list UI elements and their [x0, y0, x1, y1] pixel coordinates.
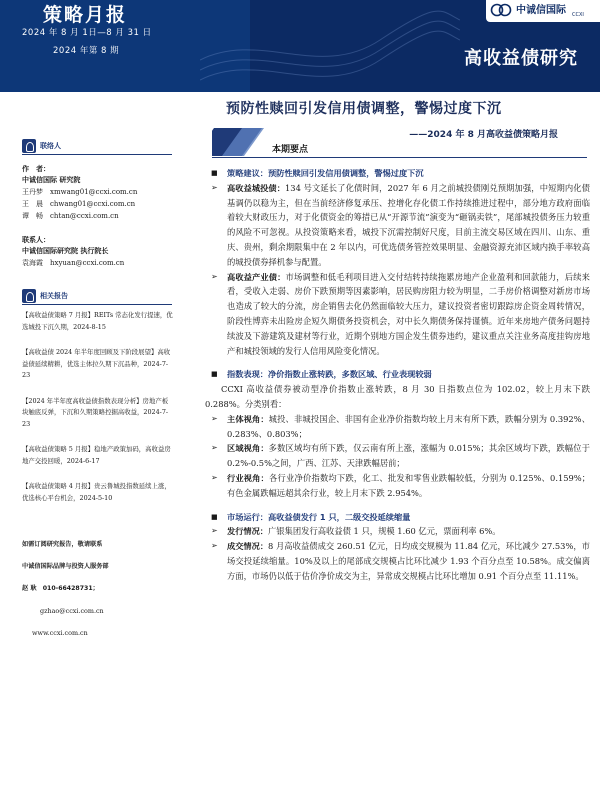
author-line: 谭 畅 chtan@ccxi.com.cn: [22, 212, 119, 220]
person-icon: [22, 139, 36, 153]
logo-text: 中诚信国际: [516, 5, 566, 16]
bullet-arrow-icon: ➢: [211, 472, 218, 482]
related-report-link[interactable]: 【2024 年半年度高收益债指数表现分析】房地产板块触底反弹，下沉和久期策略控掘高收益，2024-7-23: [22, 396, 169, 428]
related-section-header: [22, 289, 68, 303]
authors-org: 中诚信国际 研究院: [22, 176, 81, 184]
author-line: 王 晨 chwang01@ccxi.com.cn: [22, 200, 136, 208]
related-report-link[interactable]: 【高收益债策略 7 月报】REITs 常态化发行提速，优选城投下沉久期，2024-8-15: [22, 311, 173, 331]
report-period: 2024 年 8 月 1日—8 月 31 日: [22, 28, 152, 38]
related-reports-list: [22, 310, 174, 518]
bullet-square-icon: ■: [211, 370, 218, 379]
logo-sub: CCXI: [572, 12, 584, 18]
header-banner: [0, 0, 600, 92]
summary-label: 本期要点: [272, 145, 309, 155]
contacts-label: 联络人: [40, 142, 61, 150]
section-intro: CCXI 高收益债券被动型净价指数止涨转跌，8 月 30 日指数点位为 102.02，较上月末下跌 0.288%。分类别看：: [205, 384, 590, 409]
logo-mark-icon: [490, 2, 512, 18]
report-issue: 2024 年第 8 期: [53, 46, 120, 56]
related-report-link[interactable]: 【高收益债策略 4 月报】贵云鲁城投指数延续上涨，优选核心平台机会，2024-5-10: [22, 482, 171, 502]
list-item: ➢ 区域视角：多数区域均有所下跌，仅云南有所上涨，涨幅为 0.015%；其余区域均下跌，跌幅位于 0.2%-0.5%之间，广西、江苏、天津跌幅居前；: [211, 443, 590, 469]
contact-heading: 联系人：: [22, 236, 50, 244]
document-icon: [22, 289, 36, 303]
list-item: ➢ 高收益产业债：市场调整和低毛利项目进入交付结转持续拖累房地产企业盈利和回款能力，后续来看，受收入走弱、房价下跌预期等因素影响，居民购房阻力较为明显，二手房价格调整对新房市场也造成了较大的分流，房企销售去化仍然面临较大压力，建议投资者密切跟踪房企资金周转情况，阶段性博弈未出险房企短久期债务投资机会，对中长久期债务保持谨慎。近年来房地产债务问题持续波及下游建筑及建材等行业，近期个别地方国企发生债券违约，建议重点关注业务高度挂钩房地产和城投领域的发行人信用风险变化情况。: [211, 271, 590, 356]
related-label: 相关报告: [40, 292, 68, 300]
subscribe-box: [22, 534, 109, 644]
subscribe-line: 赵 耿 010-66428731；: [22, 585, 99, 592]
company-logo: [486, 0, 600, 22]
bullet-arrow-icon: ➢: [211, 271, 218, 281]
divider: [212, 157, 587, 158]
bullet-arrow-icon: ➢: [211, 182, 218, 192]
report-series-title: 策略月报: [43, 4, 128, 26]
contacts-section-header: [22, 139, 61, 153]
report-category: 高收益债研究: [464, 48, 578, 69]
subscribe-website[interactable]: www.ccxi.com.cn: [32, 629, 88, 637]
bullet-square-icon: ■: [211, 512, 218, 521]
subscribe-line: 如需订阅研究报告，敬请联系: [22, 541, 103, 548]
page-subtitle: ——2024 年 8 月高收益债策略月报: [409, 130, 558, 140]
bullet-arrow-icon: ➢: [211, 541, 218, 551]
authors-heading: 作 者：: [22, 165, 50, 173]
bullet-arrow-icon: ➢: [211, 413, 218, 423]
author-line: 王丹梦 xmwang01@ccxi.com.cn: [22, 188, 138, 196]
subscribe-line: 中诚信国际品牌与投资人服务部: [22, 563, 109, 570]
related-report-link[interactable]: 【高收益债 2024 年半年度回顾及下阶段展望】高收益债延续精耕，优选主体拉久期下沉品种，2024-7-23: [22, 348, 171, 379]
main-content: [205, 166, 590, 584]
list-item: ➢ 成交情况：8 月高收益债成交 260.51 亿元，日均成交规模为 11.84 亿元，环比减少 27.53%，市场交投延续缩量。10%及以上的尾部成交规模占比环比减少 1.93 个百分点至 10.58%。成交偏离方面，市场仍以低于估价净价成交为主，异常成交规模占比环比增加 0.91 个百分点至 11.11%。: [211, 541, 590, 581]
page-title: 预防性赎回引发信用债调整，警惕过度下沉: [226, 101, 502, 117]
summary-header: [212, 128, 587, 158]
banner-wave-decoration: [200, 0, 460, 92]
section-heading: ■ 市场运行：高收益债发行 1 只，二级交投延续缩量: [205, 510, 590, 525]
contact-person: 袁海霞 hxyuan@ccxi.com.cn: [22, 259, 125, 267]
subscribe-email[interactable]: gzhao@ccxi.com.cn: [40, 607, 104, 615]
bullet-arrow-icon: ➢: [211, 526, 218, 536]
divider: [22, 154, 172, 155]
list-item: ➢ 高收益城投债：134 号文延长了化债时间，2027 年 6 月之前城投债刚兑预期加强，中短期内化债基调仍以稳为主，但在当前经济修复承压、控增化存化债工作持续推进过程中，部分地方政府面临着较大财政压力，对于化债资金的筹措已从“开源节流”演变为“砸锅卖铁”，尾部城投债务压力较重的风险不可忽视。从投资策略来看，城投下沉需控制好尺度，目前主流交易区域在四川、山东、重庆、贵州，剩余期限集中在 2 年以内，可优选债务管控效果明显、金融资源充沛区域内换手率较高的城投债券择机参与配置。: [211, 182, 590, 267]
related-report-link[interactable]: 【高收益债策略 5 月报】稳地产政策加码，高收益房地产交投回暖，2024-6-17: [22, 445, 171, 465]
bullet-arrow-icon: ➢: [211, 443, 218, 453]
contact-org: 中诚信国际研究院 执行院长: [22, 247, 109, 255]
section-heading: ■ 指数表现：净价指数止涨转跌，多数区域、行业表现较弱: [205, 367, 590, 382]
list-item: ➢ 行业视角：各行业净价指数均下跌，化工、批发和零售业跌幅较低，分别为 0.125%、0.159%；有色金属跌幅远超其余行业，较上月末下跌 2.954%。: [211, 472, 590, 498]
divider: [22, 304, 172, 305]
list-item: ➢ 主体视角：城投、非城投国企、非国有企业净价指数均较上月末有所下跌，跌幅分别为 0.392%、0.283%、0.803%；: [211, 413, 590, 439]
list-item: ➢ 发行情况：广银集团发行高收益债 1 只，规模 1.60 亿元，票面利率 6%。: [205, 524, 590, 539]
section-heading: ■ 策略建议：预防性赎回引发信用债调整，警惕过度下沉: [205, 166, 590, 181]
bullet-square-icon: ■: [211, 169, 218, 177]
